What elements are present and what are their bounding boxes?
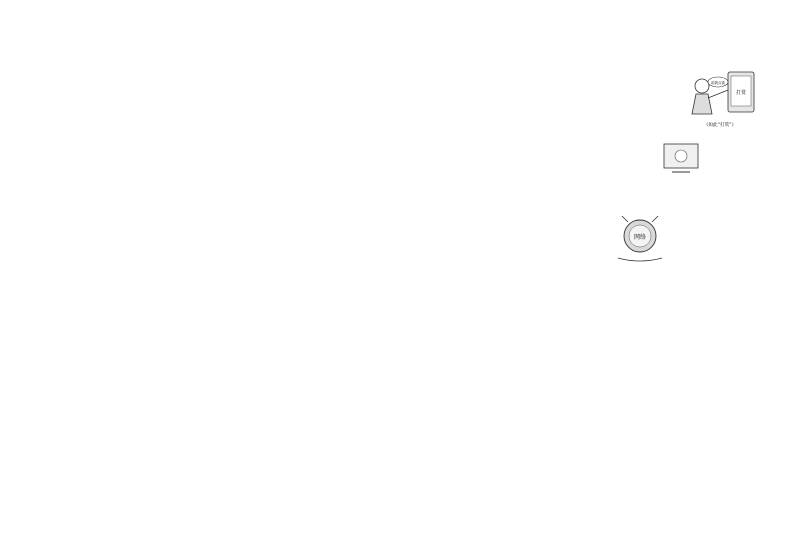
coin-text: 网络 xyxy=(633,234,647,241)
speech-text: 给我点钱 xyxy=(711,81,725,85)
screen-text: 打赏 xyxy=(735,90,747,96)
network-coin-cartoon xyxy=(608,206,670,268)
screen-illustration xyxy=(658,138,704,178)
tipping-comic-illustration xyxy=(678,70,762,130)
comic-caption: 《如此“打赏”》 xyxy=(703,123,737,128)
